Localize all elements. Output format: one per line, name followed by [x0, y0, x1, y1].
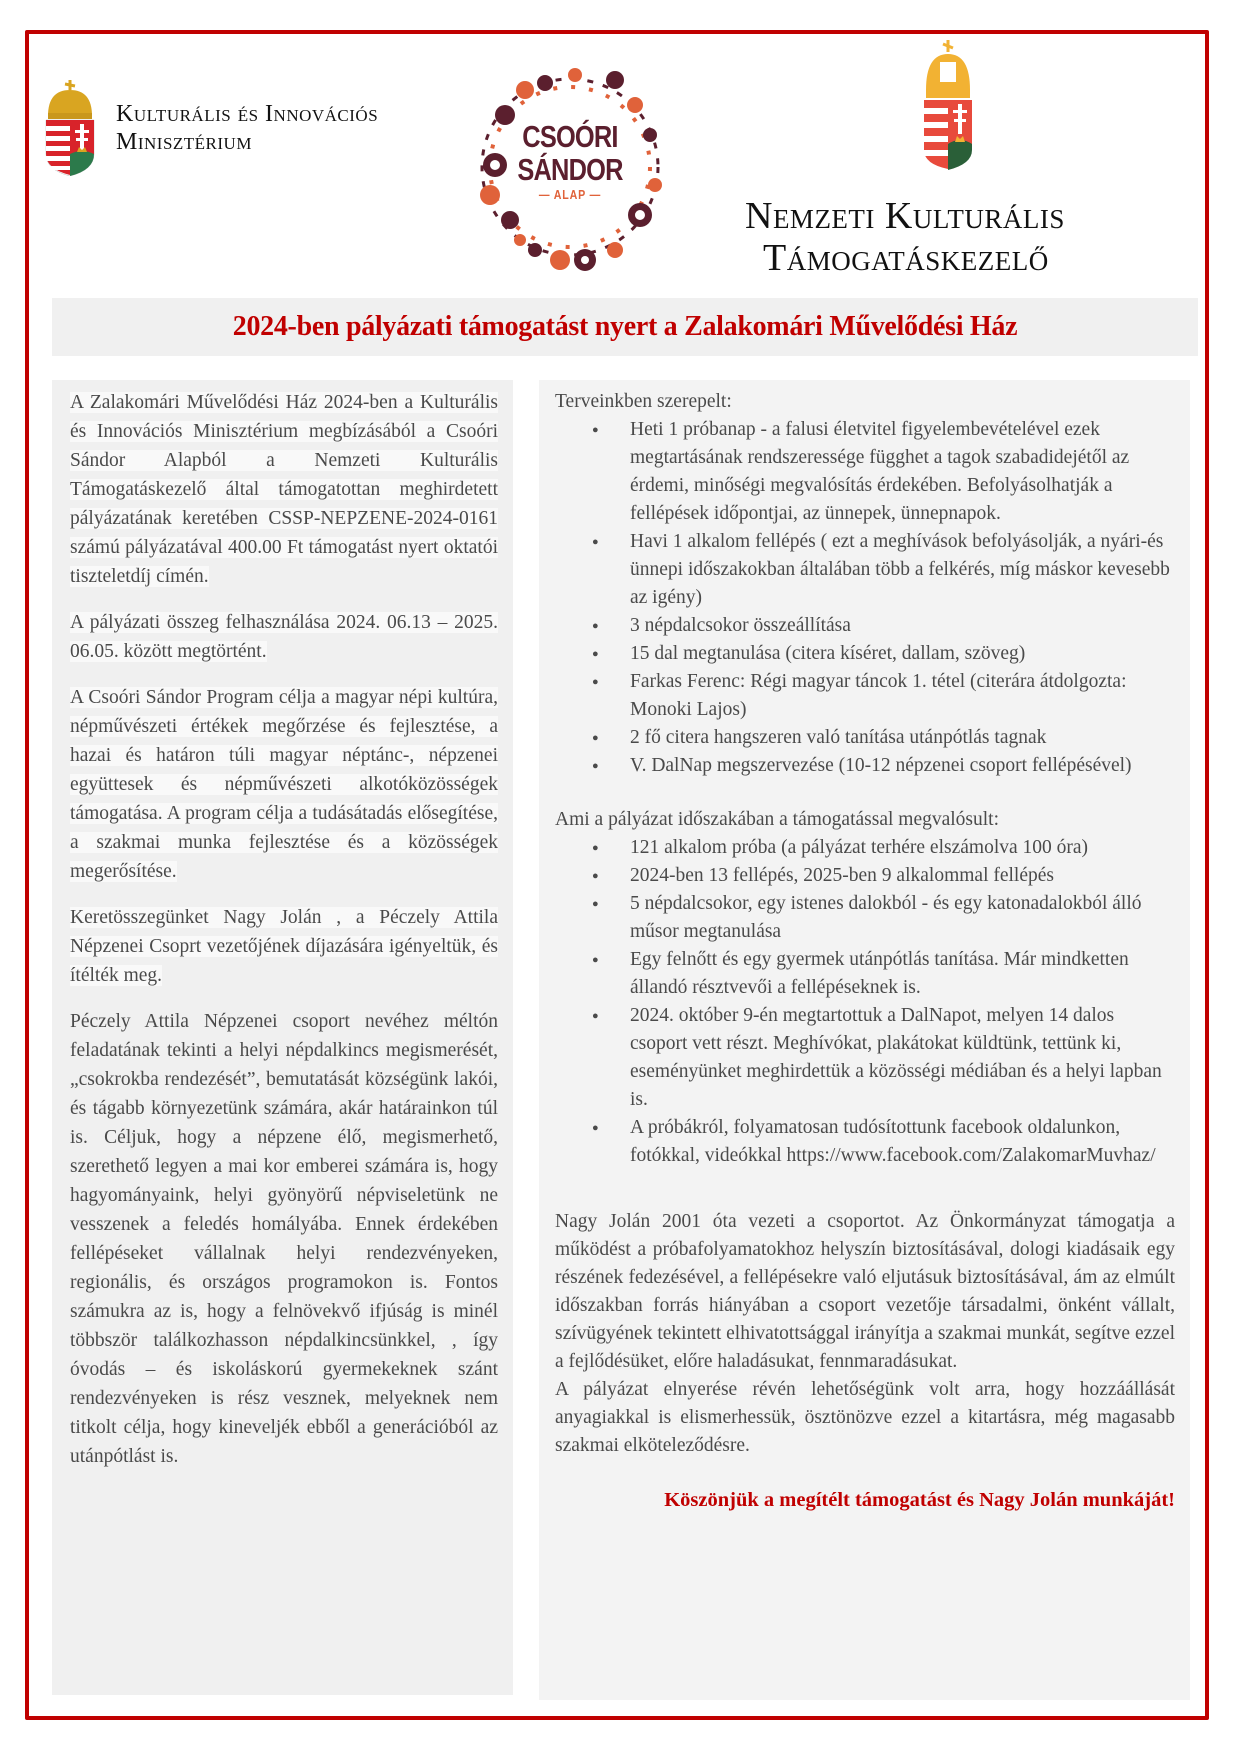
list-item: ● Egy felnőtt és egy gyermek utánpótlás tanítása. Már mindketten állandó résztvevői a fellépéseknek is. — [630, 946, 1175, 1002]
paragraph-usage-period: A pályázati összeg felhasználása 2024. 06.13 – 2025. 06.05. között megtörtént. — [70, 612, 498, 662]
paragraph-budget-use: Keretösszegünket Nagy Jolán , a Péczely Attila Népzenei Csoprt vezetőjének díjazására igényeltük, és ítélték meg. — [70, 907, 498, 986]
list-item: ● 5 népdalcsokor, egy istenes dalokból - és egy katonadalokból álló műsor megtanulása — [630, 890, 1175, 946]
paragraph-grant-summary: A Zalakomári Művelődési Ház 2024-ben a Kulturális és Innovációs Minisztérium megbízásából a Csoóri Sándor Alapból a Nemzeti Kulturális Támogatáskezelő által támogatottan meghirdetett pályázatának keretében CSSP-NEPZENE-2024-0161 számú pályázatával 400.00 Ft támogatást nyert oktatói tiszteletdíj címén. — [70, 392, 498, 587]
list-item: ● 2024. október 9-én megtartottuk a DalNapot, melyen 14 dalos csoport vett részt. Meghívókat, plakátokat küldtünk, tettünk ki, eseményünket meghirdettük a közösségi médiában és a helyi lapban is. — [630, 1002, 1175, 1114]
page-title: 2024-ben pályázati támogatást nyert a Zalakomári Művelődési Ház — [232, 311, 1018, 342]
nkt-crest — [920, 40, 976, 174]
nkt-name-line2: Támogatáskezelő — [763, 237, 1049, 279]
hungarian-coat-of-arms-icon — [920, 40, 976, 170]
csoori-line1: CSOÓRI — [522, 119, 618, 154]
paragraph-leader: Nagy Jolán 2001 óta vezeti a csoportot. Az Önkormányzat támogatja a működést a próbafolyamatokhoz helyszín biztosításával, dologi kiadásaik egy részének fedezésével, a fellépésekre való eljutásuk biztosításával, ám az elmúlt időszakban forrás hiányában a csoport vezetője társadalmi, önként vállalt, szívügyének tekintett elhivatottsággal irányítja a szakmai munkát, segítve ezzel a fejlődésüket, előre haladásukat, fennmaradásukat. — [555, 1211, 1175, 1372]
list-item: ● 2 fő citera hangszeren való tanítása utánpótlás tagnak — [630, 724, 1175, 752]
list-item: ● A próbákról, folyamatosan tudósítottunk facebook oldalunkon, fotókkal, videókkal https://www.facebook.com/ZalakomarMuvhaz/ — [630, 1114, 1175, 1170]
left-column — [52, 380, 513, 1695]
list-item: ● 2024-ben 13 fellépés, 2025-ben 9 alkalommal fellépés — [630, 862, 1175, 890]
ministry-logo — [44, 80, 378, 176]
plans-heading: Terveinkben szerepelt: — [555, 391, 732, 412]
plans-list — [555, 416, 1175, 780]
thanks-message: Köszönjük a megítélt támogatást és Nagy Jolán munkáját! — [664, 1489, 1175, 1511]
list-item: ● 15 dal megtanulása (citera kíséret, dallam, szöveg) — [630, 640, 1175, 668]
csoori-line3: — ALAP — — [538, 187, 602, 202]
list-item: ● Havi 1 alkalom fellépés ( ezt a meghívások befolyásolják, a nyári-és ünnepi időszakokban általában több a felkérés, míg máskor kevesebb az igény) — [630, 528, 1175, 612]
list-item: ● 121 alkalom próba (a pályázat terhére elszámolva 100 óra) — [630, 834, 1175, 862]
list-item: ● Farkas Ferenc: Régi magyar táncok 1. tétel (citerára átdolgozta: Monoki Lajos) — [630, 668, 1175, 724]
paragraph-recognition: A pályázat elnyerése révén lehetőségünk volt arra, hogy hozzáállását anyagiakkal is elismerhessük, ösztönözve ezzel a kitartásra, még magasabb szakmai elköteleződésre. — [555, 1379, 1175, 1456]
paragraph-group-description: Péczely Attila Népzenei csoport nevéhez méltón feladatának tekinti a helyi népdalkincs megismerését, „csokrokba rendezését”, bemutatását községünk lakói, és tágabb környezetünk számára, akár határainkon túl is. Céljuk, hogy a népzene élő, megismerhető, szerethető legyen a mai kor emberei számára is, hogy hagyományaink, helyi gyönyörű népviseletünk ne vesszenek a feledés homályába. Ennek érdekében fellépéseket vállalnak helyi rendezvényeken, regionális, és országos programokon is. Fontos számukra az is, hogy a felnövekvő ifjúság is minél többször találkozhasson népdalkincsünkkel, , így óvodás – és iskoláskorú gyermekeknek szánt rendezvényeken is rész vesznek, melyeknek nem titkolt célja, hogy kineveljék ebből a generációból az utánpótlást is. — [70, 1011, 498, 1467]
csoori-sandor-logo — [465, 55, 675, 280]
list-item: ● V. DalNap megszervezése (10-12 népzenei csoport fellépésével) — [630, 752, 1175, 780]
ministry-name-line2: Minisztérium — [116, 129, 252, 155]
nkt-logo-text — [745, 195, 1165, 279]
csoori-line2: SÁNDOR — [517, 152, 623, 187]
hungarian-coat-of-arms-icon — [44, 80, 96, 176]
title-bar — [52, 298, 1198, 356]
ministry-name-line1: Kulturális és Innovációs — [116, 101, 379, 127]
nkt-name-line1: Nemzeti Kulturális — [745, 195, 1065, 237]
paragraph-program-goal: A Csoóri Sándor Program célja a magyar népi kultúra, népművészeti értékek megőrzése és fejlesztése, a hazai és határon túli magyar néptánc-, népzenei együttesek és népművészeti alkotóközösségek támogatása. A program célja a tudásátadás elősegítése, a szakmai munka fejlesztése és a közösségek megerősítése. — [70, 687, 498, 882]
right-column — [539, 380, 1190, 1700]
list-item: ● 3 népdalcsokor összeállítása — [630, 612, 1175, 640]
list-item: ● Heti 1 próbanap - a falusi életvitel figyelembevételével ezek megtartásának rendszeressége függhet a tagok szabadidejétől az érdemi, minőségi megvalósítás érdekében. Befolyásolhatják a fellépések időpontjai, az ünnepek, ünnepnapok. — [630, 416, 1175, 528]
achievements-list — [555, 834, 1175, 1170]
achievements-heading: Ami a pályázat időszakában a támogatással megvalósult: — [555, 809, 1000, 830]
